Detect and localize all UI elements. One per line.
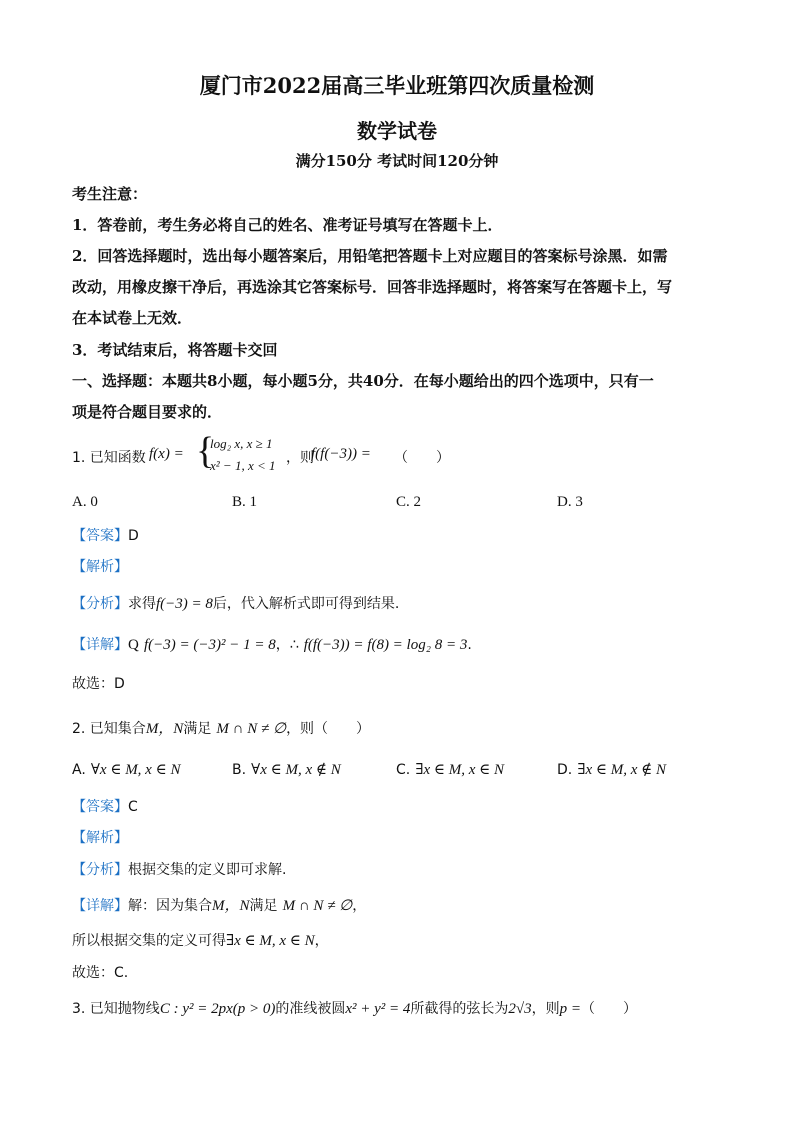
q1-brace: {	[196, 430, 215, 472]
q3-mid: 的准线被圆	[275, 1001, 346, 1017]
notice-item-2-line3: 在本试卷上无效．	[72, 309, 193, 327]
q2-prefix: 2. 已知集合	[72, 721, 146, 737]
q2-fenxi-tag: 【分析】	[72, 862, 128, 878]
q1-paren: （ ）	[394, 450, 450, 466]
q2-option-c-label: C.	[396, 762, 411, 778]
q2-option-a-math: ∀x ∈ M, x ∈ N	[90, 762, 181, 778]
q1-detail-end: .	[467, 637, 472, 653]
q2-option-c-math: ∃x ∈ M, x ∈ N	[415, 762, 504, 778]
q2-condition: M ∩ N ≠ ∅	[216, 721, 287, 737]
q3-mid2: 所截得的弦长为	[410, 1001, 509, 1017]
q1-detail	[72, 634, 472, 654]
q2-line2-pre: 所以根据交集的定义可得	[72, 933, 226, 949]
q2-mid: 满足	[183, 721, 212, 737]
q3-parabola: C : y² = 2px(p > 0)	[159, 1001, 276, 1017]
q2-detail-cond: M ∩ N ≠ ∅	[282, 898, 353, 914]
q2-option-d-label: D.	[557, 762, 573, 778]
q1-fenxi-post: 后，代入解析式即可得到结果.	[212, 596, 400, 612]
q2-answer	[72, 796, 138, 816]
notice-item-1: 1．答卷前，考生务必将自己的姓名、准考证号填写在答题卡上．	[72, 216, 503, 234]
q3-ask: ，则	[531, 1001, 560, 1017]
q2-detail-end: ，	[352, 898, 367, 914]
q2-detail-sets: M，N	[212, 898, 250, 914]
notice-heading: 考生注意：	[72, 185, 148, 203]
section-heading-line2: 项是符合题目要求的．	[72, 403, 223, 421]
q1-cases	[210, 433, 275, 477]
q2-ask: ，则（ ）	[286, 721, 371, 737]
q3-paren: （ ）	[581, 1001, 638, 1017]
q2-option-d-math: ∃x ∈ M, x ∉ N	[577, 762, 666, 778]
q1-ask: ，则	[286, 450, 314, 466]
q2-conclusion: 故选：C.	[72, 965, 129, 981]
q1-option-c: C. 2	[396, 494, 422, 510]
q2-answer-value: C	[128, 799, 138, 815]
q2-detail-tag: 【详解】	[72, 898, 128, 914]
q2-line2-math: ∃x ∈ M, x ∈ N	[226, 933, 315, 949]
q2-option-a	[72, 759, 180, 779]
q2-option-b-label: B.	[232, 762, 247, 778]
q1-answer-value: D	[128, 528, 139, 544]
notice-item-3: 3．考试结束后，将答题卡交回	[72, 341, 278, 359]
q1-prefix: 1. 已知函数	[72, 450, 146, 466]
q1-fenxi-tag: 【分析】	[72, 596, 128, 612]
q3-p: p =	[559, 1001, 582, 1017]
q1-conclusion: 故选：D	[72, 676, 125, 692]
q1-function: f(x) =	[149, 446, 184, 462]
q1-detail-math-1: f(−3) = (−3)² − 1 = 8	[143, 637, 276, 653]
q1-case-1: log₂ x, x ≥ 1	[210, 436, 273, 451]
exam-title: 厦门市2022届高三毕业班第四次质量检测	[199, 73, 595, 98]
q1-detail-math-2: f(f(−3)) = f(8) = log₂ 8 = 3	[303, 637, 468, 653]
q2-fenxi	[72, 859, 286, 879]
q2-stem	[72, 717, 370, 738]
q2-detail-mid: 满足	[249, 898, 278, 914]
q1-fenxi-math: f(−3) = 8	[156, 596, 213, 612]
q1-answer-tag: 【答案】	[72, 528, 128, 544]
q2-option-b-math: ∀x ∈ M, x ∉ N	[251, 762, 341, 778]
notice-item-2-line1: 2．回答选择题时，选出每小题答案后，用铅笔把答题卡上对应题目的答案标号涂黑．如需	[72, 247, 668, 265]
exam-meta: 满分150分 考试时间120分钟	[295, 152, 499, 170]
q1-detail-sep: ，∴	[275, 637, 299, 653]
notice-item-2-line2: 改动，用橡皮擦干净后，再选涂其它答案标号．回答非选择题时，将答案写在答题卡上，写	[72, 278, 673, 296]
q1-case-2: x² − 1, x < 1	[210, 458, 276, 473]
q1-option-b: B. 1	[232, 494, 258, 510]
q2-option-d	[557, 759, 666, 779]
q2-fenxi-text: 根据交集的定义即可求解.	[128, 862, 287, 878]
q1-detail-because: Q	[128, 637, 139, 653]
exam-subject: 数学试卷	[357, 119, 437, 143]
q2-detail	[72, 894, 366, 915]
q2-detail-line2	[72, 930, 329, 950]
q3-stem	[72, 998, 637, 1018]
q2-answer-tag: 【答案】	[72, 799, 128, 815]
q2-option-b	[232, 759, 341, 779]
q1-option-a: A. 0	[72, 494, 98, 510]
q2-option-c	[396, 759, 504, 779]
q1-option-d: D. 3	[557, 494, 583, 510]
q2-line2-end: ，	[314, 933, 329, 949]
q3-prefix: 3. 已知抛物线	[72, 1001, 160, 1017]
q1-fenxi-pre: 求得	[128, 596, 156, 612]
q2-detail-pre: 解：因为集合	[128, 898, 212, 914]
q1-analysis-tag: 【解析】	[72, 559, 128, 575]
q3-chord: 2√3	[508, 1001, 532, 1017]
q2-option-a-label: A.	[72, 762, 86, 778]
section-heading-line1: 一、选择题：本题共8小题，每小题5分，共40分．在每小题给出的四个选项中，只有一	[72, 372, 654, 390]
q1-expression: f(f(−3)) =	[311, 446, 371, 462]
q1-answer	[72, 525, 139, 545]
q1-fenxi	[72, 593, 399, 613]
q3-circle: x² + y² = 4	[345, 1001, 411, 1017]
q1-detail-tag: 【详解】	[72, 637, 128, 653]
q2-analysis-tag: 【解析】	[72, 830, 128, 846]
q2-sets: M，N	[145, 721, 184, 737]
